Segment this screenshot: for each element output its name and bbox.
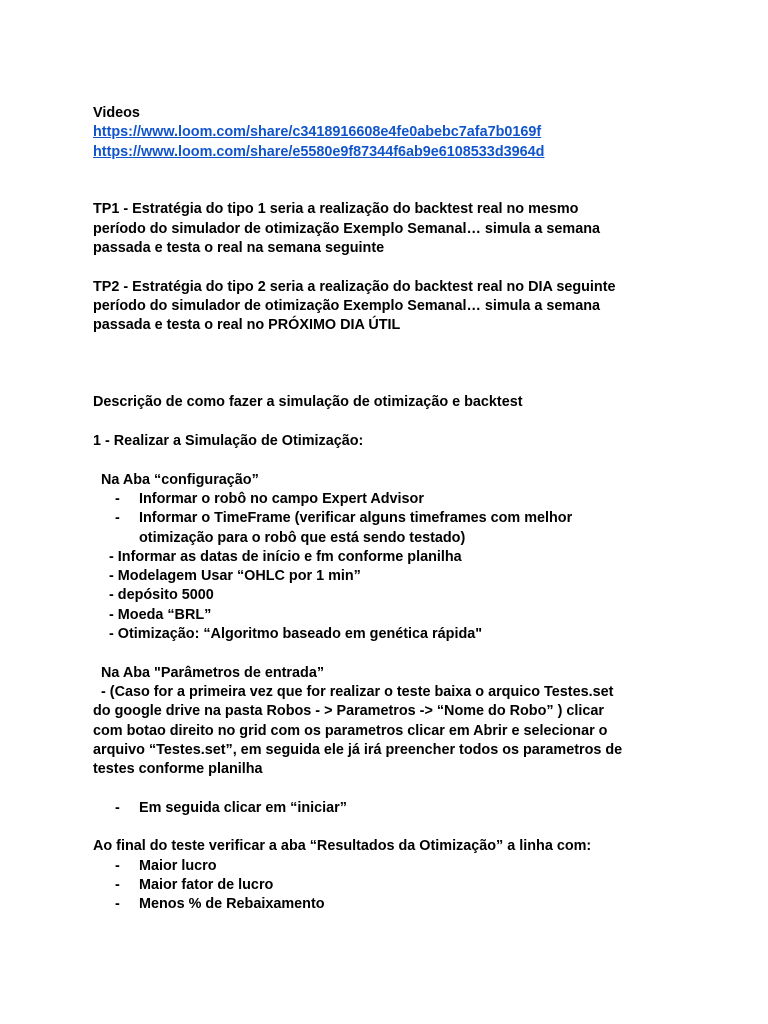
config-item: - depósito 5000: [109, 587, 214, 604]
config-item: - Otimização: “Algoritmo baseado em genética rápida": [109, 626, 483, 643]
parametros-bullet-text: Em seguida clicar em “iniciar”: [139, 799, 347, 816]
config-bullet-text: Informar o TimeFrame (verificar alguns timeframes com melhor: [139, 510, 573, 527]
bullet-dash: -: [115, 490, 120, 507]
parametros-line: arquivo “Testes.set”, em seguida ele já irá preencher todos os parametros de: [93, 741, 623, 758]
videos-heading: Videos: [93, 105, 140, 121]
parametros-line: do google drive na pasta Robos - > Parametros -> “Nome do Robo” ) clicar: [93, 703, 604, 720]
tp1-line: período do simulador de otimização Exemplo Semanal… simula a semana: [93, 220, 601, 237]
final-bullet: [93, 895, 693, 914]
bullet-dash: -: [115, 510, 120, 527]
aba-parametros-section: [93, 664, 693, 818]
config-item: - Moeda “BRL”: [109, 606, 212, 623]
video-link-1[interactable]: https://www.loom.com/share/c3418916608e4fe0abebc7afa7b0169f: [93, 124, 542, 141]
final-bullet-text: Maior fator de lucro: [139, 876, 274, 893]
parametros-bullet: [93, 799, 693, 818]
tp2-line: passada e testa o real no PRÓXIMO DIA ÚTIL: [93, 317, 401, 334]
bullet-dash: -: [115, 876, 120, 893]
aba-parametros-title: Na Aba "Parâmetros de entrada”: [101, 664, 325, 681]
step1-heading: 1 - Realizar a Simulação de Otimização:: [93, 433, 364, 450]
tp1-paragraph: [93, 200, 693, 258]
final-bullet-text: Maior lucro: [139, 857, 217, 874]
video-link-2[interactable]: https://www.loom.com/share/e5580e9f87344f6ab9e6108533d3964d: [93, 143, 545, 160]
config-bullet: [93, 490, 693, 509]
aba-configuracao-section: [93, 471, 693, 645]
tp2-line: período do simulador de otimização Exemplo Semanal… simula a semana: [93, 297, 601, 314]
parametros-line: - (Caso for a primeira vez que for realizar o teste baixa o arquico Testes.set: [93, 683, 614, 700]
parametros-line: com botao direito no grid com os parametros clicar em Abrir e selecionar o: [93, 722, 608, 739]
parametros-line: testes conforme planilha: [93, 761, 263, 778]
bullet-dash: -: [115, 896, 120, 913]
final-bullet: [93, 876, 693, 895]
config-item: - Informar as datas de início e fm conforme planilha: [109, 548, 462, 565]
config-bullet-text: Informar o robô no campo Expert Advisor: [139, 490, 424, 507]
bullet-dash: -: [115, 799, 120, 816]
final-intro: Ao final do teste verificar a aba “Resultados da Otimização” a linha com:: [93, 838, 592, 855]
config-bullet: [93, 509, 693, 548]
tp2-paragraph: [93, 278, 693, 336]
config-bullet-text: otimização para o robô que está sendo testado): [139, 529, 466, 546]
tp1-line: TP1 - Estratégia do tipo 1 seria a realização do backtest real no mesmo: [93, 201, 579, 218]
final-bullet-text: Menos % de Rebaixamento: [139, 896, 325, 913]
final-section: [93, 837, 693, 914]
tp1-line: passada e testa o real na semana seguinte: [93, 240, 385, 257]
final-bullet: [93, 857, 693, 876]
document-page: [93, 104, 693, 914]
aba-configuracao-title: Na Aba “configuração”: [101, 471, 259, 488]
description-heading: Descrição de como fazer a simulação de otimização e backtest: [93, 394, 523, 411]
bullet-dash: -: [115, 857, 120, 874]
tp2-line: TP2 - Estratégia do tipo 2 seria a realização do backtest real no DIA seguinte: [93, 278, 616, 295]
config-item: - Modelagem Usar “OHLC por 1 min”: [109, 568, 361, 585]
